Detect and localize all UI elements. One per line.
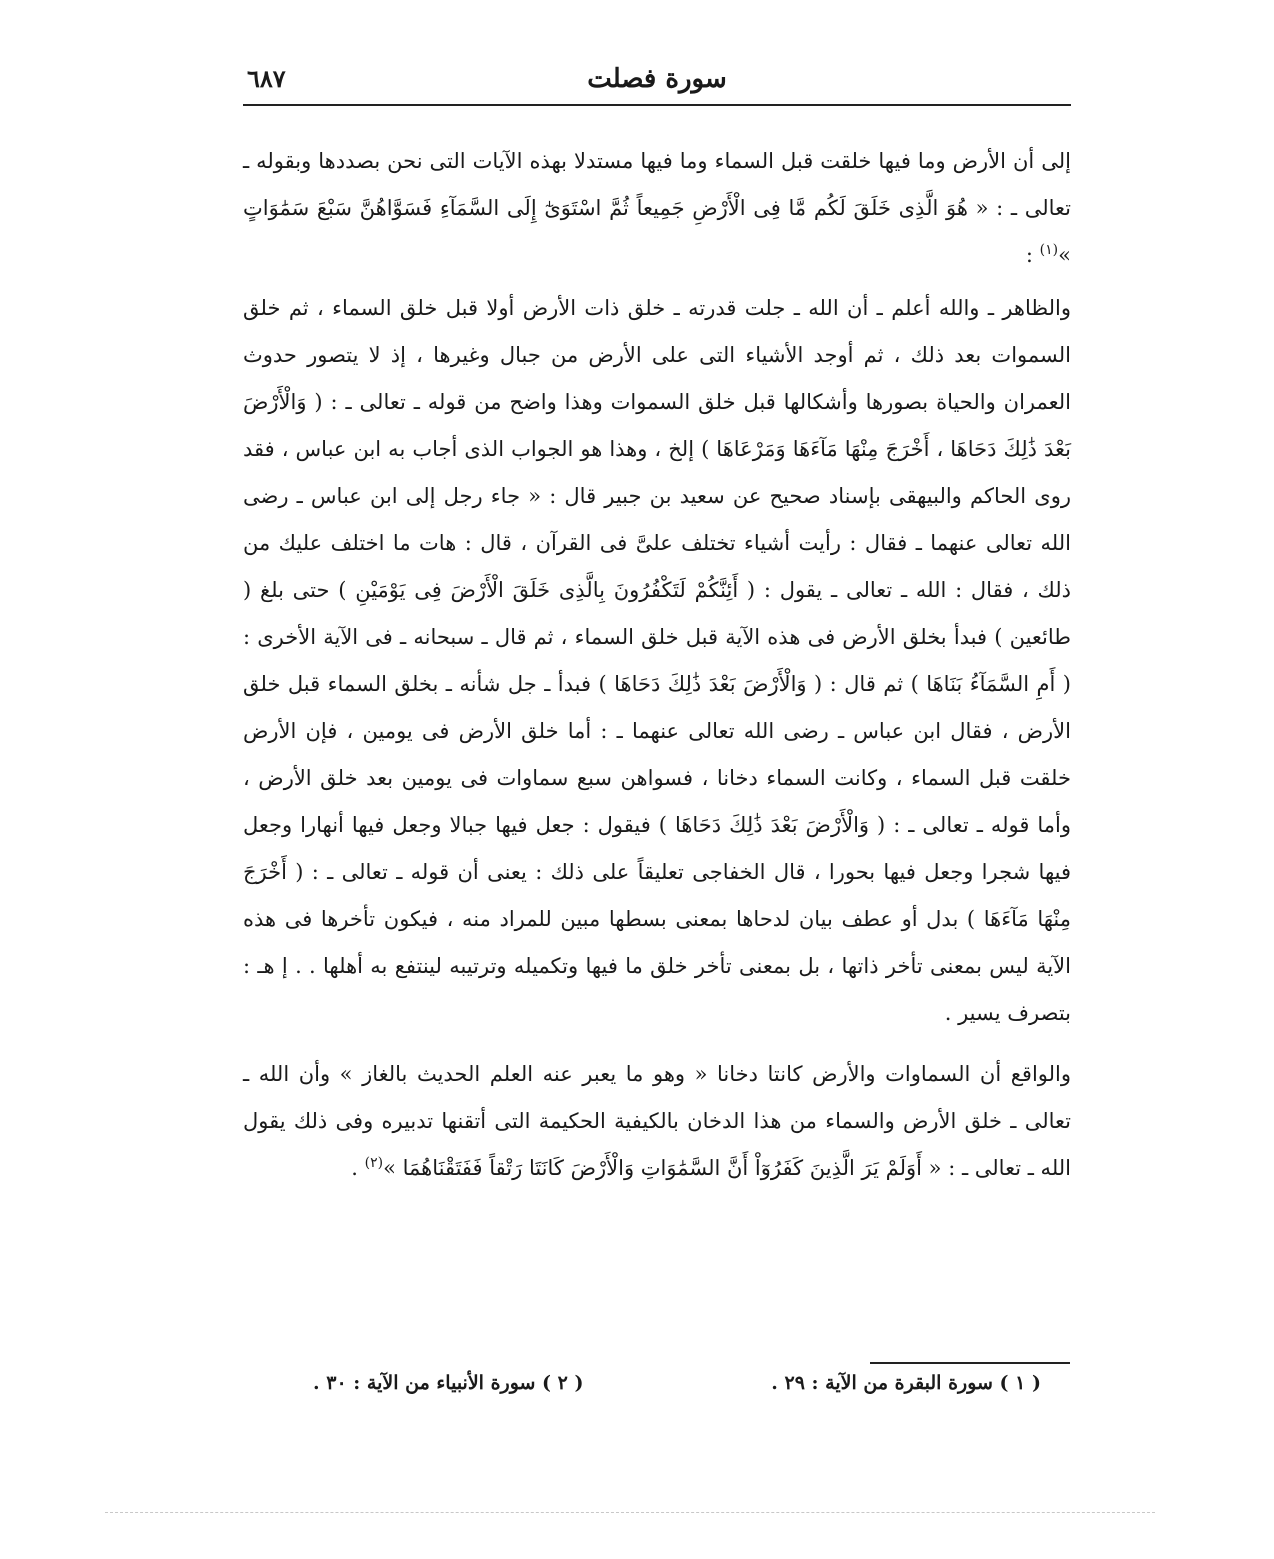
- header-rule: [243, 104, 1071, 106]
- scan-edge-line: [105, 1512, 1155, 1513]
- paragraph-2: والظاهر ـ والله أعلم ـ أن الله ـ جلت قدرته ـ خلق ذات الأرض أولا قبل خلق السماء ، ثم خلق السموات بعد ذلك ، ثم أوجد الأشياء التى على الأرض من جبال وغيرها ، إذ لا يتصور حدوث العمران والحياة بصورها وأشكالها قبل خلق السموات وهذا واضح من قوله ـ تعالى ـ : ( وَالْأَرْضَ بَعْدَ ذَٰلِكَ دَحَاهَا ، أَخْرَجَ مِنْهَا مَآءَهَا وَمَرْعَاهَا ) إلخ ، وهذا هو الجواب الذى أجاب به ابن عباس ، فقد روى الحاكم والبيهقى بإسناد صحيح عن سعيد بن جبير قال : « جاء رجل إلى ابن عباس ـ رضى الله تعالى عنهما ـ فقال : رأيت أشياء تختلف علىَّ فى القرآن ، قال : هات ما اختلف عليك من ذلك ، فقال : الله ـ تعالى ـ يقول : ( أَئِنَّكُمْ لَتَكْفُرُونَ بِالَّذِى خَلَقَ الْأَرْضَ فِى يَوْمَيْنِ ) حتى بلغ ( طائعين ) فبدأ بخلق الأرض فى هذه الآية قبل خلق السماء ، ثم قال ـ سبحانه ـ فى الآية الأخرى : ( أَمِ السَّمَآءُ بَنَاهَا ) ثم قال : ( وَالْأَرْضَ بَعْدَ ذَٰلِكَ دَحَاهَا ) فبدأ ـ جل شأنه ـ بخلق السماء قبل خلق الأرض ، فقال ابن عباس ـ رضى الله تعالى عنهما ـ : أما خلق الأرض فى يومين ، فإن الأرض خلقت قبل السماء ، وكانت السماء دخانا ، فسواهن سبع سماوات فى يومين بعد خلق الأرض ، وأما قوله ـ تعالى ـ : ( وَالْأَرْضَ بَعْدَ ذَٰلِكَ دَحَاهَا ) فيقول : جعل فيها جبالا وجعل فيها أنهارا وجعل فيها شجرا وجعل فيها بحورا ، قال الخفاجى تعليقاً على ذلك : يعنى أن قوله ـ تعالى ـ : ( أَخْرَجَ مِنْهَا مَآءَهَا ) بدل أو عطف بيان لدحاها بمعنى بسطها مبين للمراد منه ، فيكون تأخرها فى هذه الآية ليس بمعنى تأخر ذاتها ، بل بمعنى تأخر خلق ما فيها وتكميله وترتيبه لينتفع به أهلها . . إ هـ : بتصرف يسير .: [243, 296, 1072, 1025]
- paragraph-1-text: إلى أن الأرض وما فيها خلقت قبل السماء وما فيها مستدلا بهذه الآيات التى نحن بصددها وبقوله ـ تعالى ـ : « هُوَ الَّذِى خَلَقَ لَكُم مَّا فِى الْأَرْضِ جَمِيعاً ثُمَّ اسْتَوَىٰٓ إِلَى السَّمَآءِ فَسَوَّاهُنَّ سَبْعَ سَمَٰوَاتٍ »: [243, 149, 1071, 267]
- paragraph-3-end: .: [351, 1156, 365, 1180]
- paragraph-1: [243, 138, 1071, 279]
- paragraph-3-text: والواقع أن السماوات والأرض كانتا دخانا « وهو ما يعبر عنه العلم الحديث بالغاز » وأن الله ـ تعالى ـ خلق الأرض والسماء من هذا الدخان بالكيفية الحكيمة التى أتقنها تدبيره وفى ذلك يقول الله ـ تعالى ـ : « أَوَلَمْ يَرَ الَّذِينَ كَفَرُوٓاْ أَنَّ السَّمَٰوَاتِ وَالْأَرْضَ كَانَتَا رَتْقاً فَفَتَقْنَاهُمَا »: [243, 1062, 1071, 1180]
- page-header: [243, 64, 1071, 104]
- running-title: سورة فصلت: [587, 64, 727, 94]
- paragraph-3: [243, 1051, 1071, 1192]
- page-number: ٦٨٧: [247, 64, 286, 93]
- footnote-2: ( ٢ ) سورة الأنبياء من الآية : ٣٠ .: [313, 1372, 584, 1394]
- footnotes: [243, 1372, 1071, 1408]
- paragraph-1-end: :: [1025, 243, 1040, 267]
- footnote-1: ( ١ ) سورة البقرة من الآية : ٢٩ .: [771, 1372, 1041, 1394]
- footnote-ref-2: (٢): [364, 1155, 384, 1171]
- footnote-ref-1: (١): [1039, 242, 1059, 258]
- body-text: [243, 138, 1071, 1192]
- footnote-rule: [870, 1362, 1070, 1364]
